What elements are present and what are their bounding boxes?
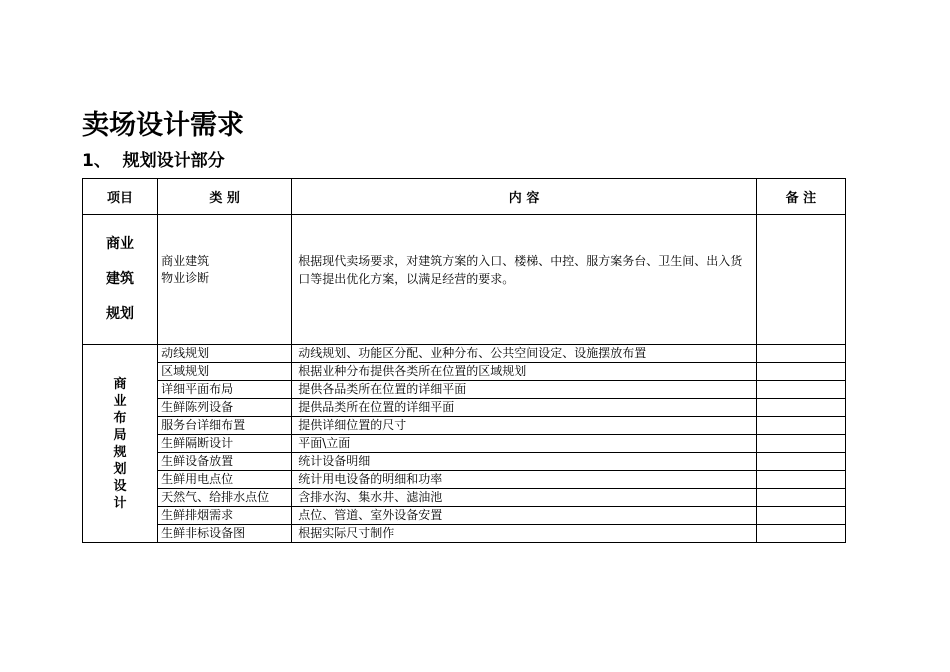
note-cell [756, 507, 845, 525]
section-heading: 1、 规划设计部分 [82, 151, 225, 171]
note-cell [756, 345, 845, 363]
category-cell: 生鲜用电点位 [158, 471, 292, 489]
category-cell: 生鲜陈列设备 [158, 399, 292, 417]
group-label-commercial-building: 商业 建筑 规划 [83, 215, 158, 345]
note-cell [756, 381, 845, 399]
note-cell [756, 215, 845, 345]
header-item: 项目 [83, 179, 158, 215]
requirements-table [82, 178, 846, 543]
category-cell: 生鲜设备放置 [158, 453, 292, 471]
table-row [83, 363, 846, 381]
table-row [83, 435, 846, 453]
content-cell: 提供各品类所在位置的详细平面 [292, 381, 757, 399]
content-cell: 统计用电设备的明细和功率 [292, 471, 757, 489]
category-cell: 商业建筑 物业诊断 [158, 215, 292, 345]
category-cell: 生鲜非标设备图 [158, 525, 292, 543]
table-row [83, 489, 846, 507]
table-header-row [83, 179, 846, 215]
content-cell: 提供品类所在位置的详细平面 [292, 399, 757, 417]
note-cell [756, 417, 845, 435]
category-cell: 服务台详细布置 [158, 417, 292, 435]
table-row [83, 399, 846, 417]
table-row [83, 453, 846, 471]
table-row [83, 507, 846, 525]
content-cell: 根据实际尺寸制作 [292, 525, 757, 543]
note-cell [756, 435, 845, 453]
category-cell: 动线规划 [158, 345, 292, 363]
note-cell [756, 525, 845, 543]
table-row [83, 417, 846, 435]
document-title: 卖场设计需求 [82, 110, 244, 141]
table-row [83, 215, 846, 345]
note-cell [756, 453, 845, 471]
category-cell: 生鲜排烟需求 [158, 507, 292, 525]
content-cell: 根据业种分布提供各类所在位置的区域规划 [292, 363, 757, 381]
content-cell: 点位、管道、室外设备安置 [292, 507, 757, 525]
header-category: 类 别 [158, 179, 292, 215]
table-row [83, 525, 846, 543]
category-cell: 区域规划 [158, 363, 292, 381]
table-row [83, 381, 846, 399]
content-cell: 根据现代卖场要求，对建筑方案的入口、楼梯、中控、服方案务台、卫生间、出入货口等提出优化方案，以满足经营的要求。 [292, 215, 757, 345]
group-label-layout-design: 商 业 布 局 规 划 设 计 [83, 345, 158, 543]
category-cell: 天然气、给排水点位 [158, 489, 292, 507]
category-cell: 生鲜隔断设计 [158, 435, 292, 453]
content-cell: 统计设备明细 [292, 453, 757, 471]
table-row [83, 471, 846, 489]
note-cell [756, 363, 845, 381]
content-cell: 平面\立面 [292, 435, 757, 453]
category-cell: 详细平面布局 [158, 381, 292, 399]
content-cell: 动线规划、功能区分配、业种分布、公共空间设定、设施摆放布置 [292, 345, 757, 363]
note-cell [756, 471, 845, 489]
header-note: 备 注 [756, 179, 845, 215]
table-row [83, 345, 846, 363]
note-cell [756, 399, 845, 417]
content-cell: 含排水沟、集水井、滤油池 [292, 489, 757, 507]
note-cell [756, 489, 845, 507]
header-content: 内 容 [292, 179, 757, 215]
content-cell: 提供详细位置的尺寸 [292, 417, 757, 435]
